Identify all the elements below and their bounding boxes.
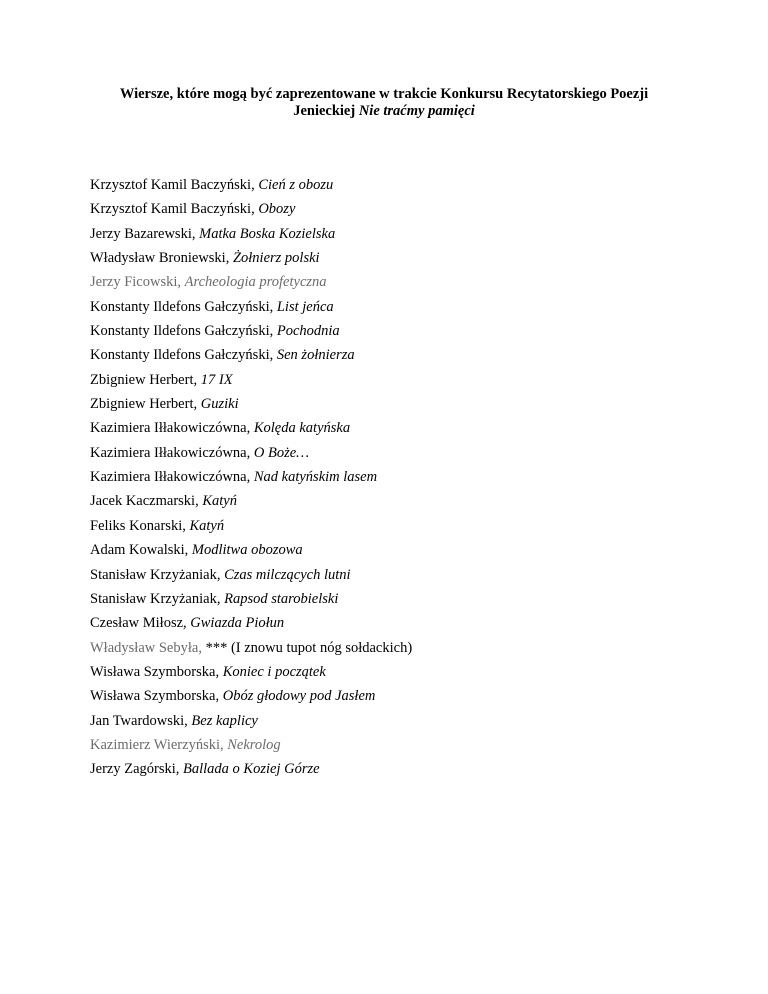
list-item	[90, 760, 710, 784]
list-item	[90, 566, 710, 590]
list-item	[90, 273, 710, 297]
entry-poem-title: Katyń	[189, 517, 225, 534]
list-item	[90, 444, 710, 468]
entry-poem-title: Czas milczących lutni	[224, 566, 351, 583]
entry-poem-title: Obozy	[258, 201, 296, 218]
entry-author: Wisława Szymborska,	[90, 663, 223, 680]
entry-poem-title: Bez kaplicy	[191, 712, 258, 729]
entry-poem-title: Koniec i początek	[222, 663, 326, 680]
entry-poem-title: Żołnierz polski	[232, 250, 320, 267]
list-item	[90, 736, 710, 760]
entry-poem-title: Cień z obozu	[258, 177, 334, 193]
entry-poem-title: 17 IX	[200, 371, 233, 388]
entry-author: Jerzy Bazarewski,	[90, 225, 200, 242]
entry-poem-title: Archeologia profetyczna	[184, 274, 327, 291]
entry-author: Konstanty Ildefons Gałczyński,	[90, 298, 277, 315]
entry-author: Konstanty Ildefons Gałczyński,	[90, 323, 277, 340]
title-line-1: Wiersze, które mogą być zaprezentowane w trakcie Konkursu Recytatorskiego Poezji	[119, 86, 649, 102]
list-item	[90, 639, 710, 663]
list-item	[90, 590, 710, 614]
entry-author: Konstanty Ildefons Gałczyński,	[90, 347, 277, 364]
entry-author: Jan Twardowski,	[90, 712, 192, 729]
entry-poem-title: O Boże…	[253, 444, 310, 461]
list-item	[90, 687, 710, 711]
list-item	[90, 468, 710, 492]
entry-author: Władysław Broniewski,	[90, 250, 233, 267]
entry-author: Krzysztof Kamil Baczyński,	[90, 201, 259, 218]
entry-author: Zbigniew Herbert,	[90, 371, 201, 388]
entry-poem-title: Katyń	[202, 493, 237, 510]
entry-poem-title: Gwiazda Piołun	[190, 615, 285, 632]
entry-poem-title: Sen żołnierza	[276, 347, 355, 364]
title-competition-name: Nie traćmy pamięci	[358, 103, 475, 119]
entry-author: Jacek Kaczmarski,	[90, 493, 203, 510]
entry-author: Adam Kowalski,	[90, 542, 192, 559]
list-item	[90, 200, 710, 224]
list-item	[90, 712, 710, 736]
entry-author: Władysław Sebyła,	[90, 639, 206, 656]
entry-poem-title: Obóz głodowy pod Jasłem	[222, 688, 376, 705]
entry-author: Jerzy Zagórski,	[90, 761, 184, 778]
entry-poem-title: Nad katyńskim lasem	[253, 469, 378, 486]
list-item	[90, 663, 710, 687]
entry-poem-title: List jeńca	[276, 298, 334, 315]
list-item	[90, 176, 710, 200]
entry-poem-title: Guziki	[200, 396, 239, 413]
title-line-2	[60, 103, 708, 120]
document-title	[60, 86, 708, 120]
list-item	[90, 225, 710, 249]
entry-poem-title: Matka Boska Kozielska	[199, 225, 336, 242]
entry-author: Feliks Konarski,	[90, 517, 190, 534]
entry-poem-title: Modlitwa obozowa	[191, 542, 303, 559]
entry-poem-title: Ballada o Koziej Górze	[183, 761, 320, 778]
poem-list	[90, 176, 710, 785]
list-item	[90, 419, 710, 443]
list-item	[90, 614, 710, 638]
entry-author: Stanisław Krzyżaniak,	[90, 566, 225, 583]
entry-poem-title: Kolęda katyńska	[253, 420, 351, 437]
entry-author: Krzysztof Kamil Baczyński,	[90, 177, 259, 193]
list-item	[90, 371, 710, 395]
entry-poem-title: Pochodnia	[276, 323, 340, 340]
entry-author: Stanisław Krzyżaniak,	[90, 590, 225, 607]
list-item	[90, 298, 710, 322]
entry-author: Wisława Szymborska,	[90, 688, 223, 705]
entry-author: Kazimiera Iłłakowiczówna,	[90, 420, 254, 437]
list-item	[90, 517, 710, 541]
list-item	[90, 346, 710, 370]
entry-author: Zbigniew Herbert,	[90, 396, 201, 413]
entry-author: Kazimiera Iłłakowiczówna,	[90, 469, 254, 486]
entry-author: Kazimierz Wierzyński,	[90, 736, 228, 753]
title-line-2-prefix: Jenieckiej	[293, 103, 359, 119]
list-item	[90, 492, 710, 516]
entry-author: Czesław Miłosz,	[90, 615, 191, 632]
entry-author: Kazimiera Iłłakowiczówna,	[90, 444, 254, 461]
entry-author: Jerzy Ficowski,	[90, 274, 185, 291]
list-item	[90, 322, 710, 346]
list-item	[90, 541, 710, 565]
list-item	[90, 249, 710, 273]
entry-poem-title: Nekrolog	[227, 736, 281, 753]
entry-poem-title: *** (I znowu tupot nóg sołdackich)	[205, 639, 413, 656]
entry-poem-title: Rapsod starobielski	[224, 590, 339, 607]
list-item	[90, 395, 710, 419]
